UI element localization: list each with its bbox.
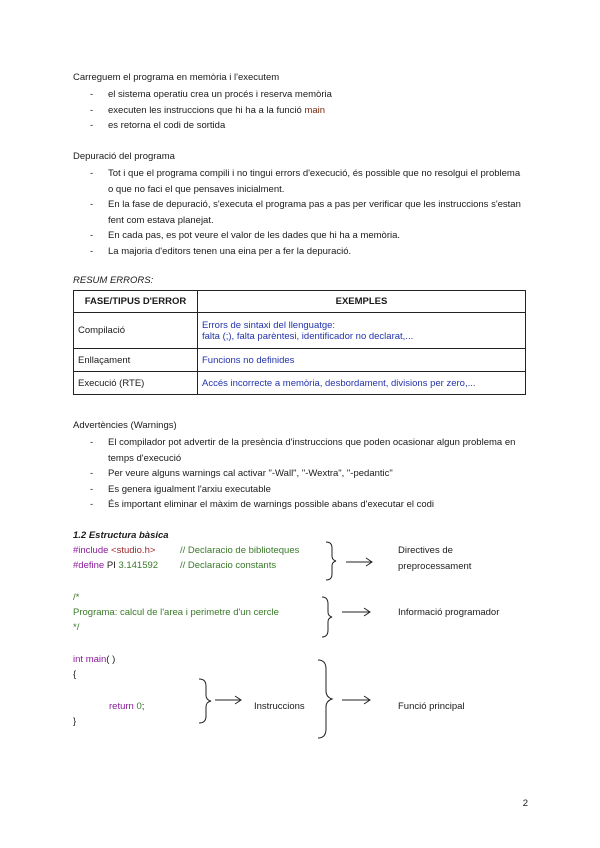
page-number: 2 xyxy=(522,798,528,809)
load-list xyxy=(73,87,523,134)
list-item: - Per veure alguns warnings cal activar "-Wall", "-Wextra", "-pedantic" xyxy=(90,468,393,480)
brace-close: } xyxy=(73,716,77,727)
column-header-phase: FASE/TIPUS D'ERROR xyxy=(74,291,198,313)
table-row xyxy=(74,372,526,395)
programmer-label: Informació programador xyxy=(398,607,500,618)
arrow-right-icon xyxy=(342,696,370,704)
list-item: - el sistema operatiu crea un procés i reserva memòria xyxy=(90,89,332,100)
comment-close: */ xyxy=(73,622,80,633)
instructions-label: Instruccions xyxy=(254,701,305,712)
table-header-row xyxy=(74,291,526,313)
warnings-list xyxy=(73,435,523,513)
main-signature: int main( ) xyxy=(73,654,116,665)
examples-cell: Accés incorrecte a memòria, desbordament, divisions per zero,... xyxy=(198,372,526,395)
phase-cell: Enllaçament xyxy=(74,349,198,372)
right-brace-icon xyxy=(326,542,336,580)
right-brace-icon xyxy=(318,660,332,738)
list-item: - es retorna el codi de sortida xyxy=(90,120,226,132)
brace-open: { xyxy=(73,669,77,680)
table-row xyxy=(74,349,526,372)
arrow-right-icon xyxy=(346,558,372,566)
list-item: - La majoria d'editors tenen una eina per a fer la depuració. xyxy=(90,245,352,257)
list-item: - Es genera igualment l'arxiu executable xyxy=(90,483,271,495)
return-line: return 0; xyxy=(109,701,145,712)
directives-label-2: preprocessament xyxy=(398,561,472,572)
column-header-examples: EXEMPLES xyxy=(198,291,526,313)
main-keyword: main xyxy=(304,104,326,116)
errors-table xyxy=(73,290,526,395)
list-item: - El compilador pot advertir de la presència d'instruccions que poden ocasionar algun problema en temps d'execució xyxy=(90,437,516,464)
errors-label: RESUM ERRORS: xyxy=(73,275,154,286)
phase-cell: Execució (RTE) xyxy=(74,372,198,395)
list-item: - Tot i que el programa compili i no tingui errors d'execució, és possible que no resolgui el problema o que no faci el que pensaves inicialment. xyxy=(90,168,521,195)
right-brace-icon xyxy=(199,679,211,723)
examples-cell: Errors de sintaxi del llenguatge: falta (;), falta parèntesi, identificador no declarat,... xyxy=(198,313,526,349)
table-row xyxy=(74,313,526,349)
phase-cell: Compilació xyxy=(74,313,198,349)
structure-title: 1.2 Estructura bàsica xyxy=(73,530,169,541)
warnings-heading: Advertències (Warnings) xyxy=(73,420,177,431)
list-item: - En la fase de depuració, s'executa el programa pas a pas per verificar que les instruccions s'estan fent com estava planejat. xyxy=(90,199,521,226)
load-heading: Carreguem el programa en memòria i l'executem xyxy=(73,72,280,83)
comment-body: Programa: calcul de l'area i perimetre d'un cercle xyxy=(73,607,279,618)
right-brace-icon xyxy=(322,597,332,637)
define-line: #define PI 3.141592 xyxy=(73,560,159,571)
arrow-right-icon xyxy=(342,608,370,616)
list-item: - És important eliminar el màxim de warnings possible abans d'executar el codi xyxy=(90,499,435,511)
define-comment: // Declaracio constants xyxy=(180,560,277,571)
examples-cell: Funcions no definides xyxy=(198,349,526,372)
comment-open: /* xyxy=(73,592,80,603)
include-comment: // Declaracio de biblioteques xyxy=(180,545,300,556)
directives-label-1: Directives de xyxy=(398,545,453,556)
list-item: - executen les instruccions que hi ha a la funció main xyxy=(90,104,326,116)
debug-list xyxy=(73,166,523,260)
list-item: - En cada pas, es pot veure el valor de les dades que hi ha a memòria. xyxy=(90,230,401,242)
debug-heading: Depuració del programa xyxy=(73,151,175,162)
include-line: #include <studio.h> xyxy=(73,545,156,556)
main-function-label: Funció principal xyxy=(398,701,465,712)
arrow-right-icon xyxy=(215,696,241,704)
